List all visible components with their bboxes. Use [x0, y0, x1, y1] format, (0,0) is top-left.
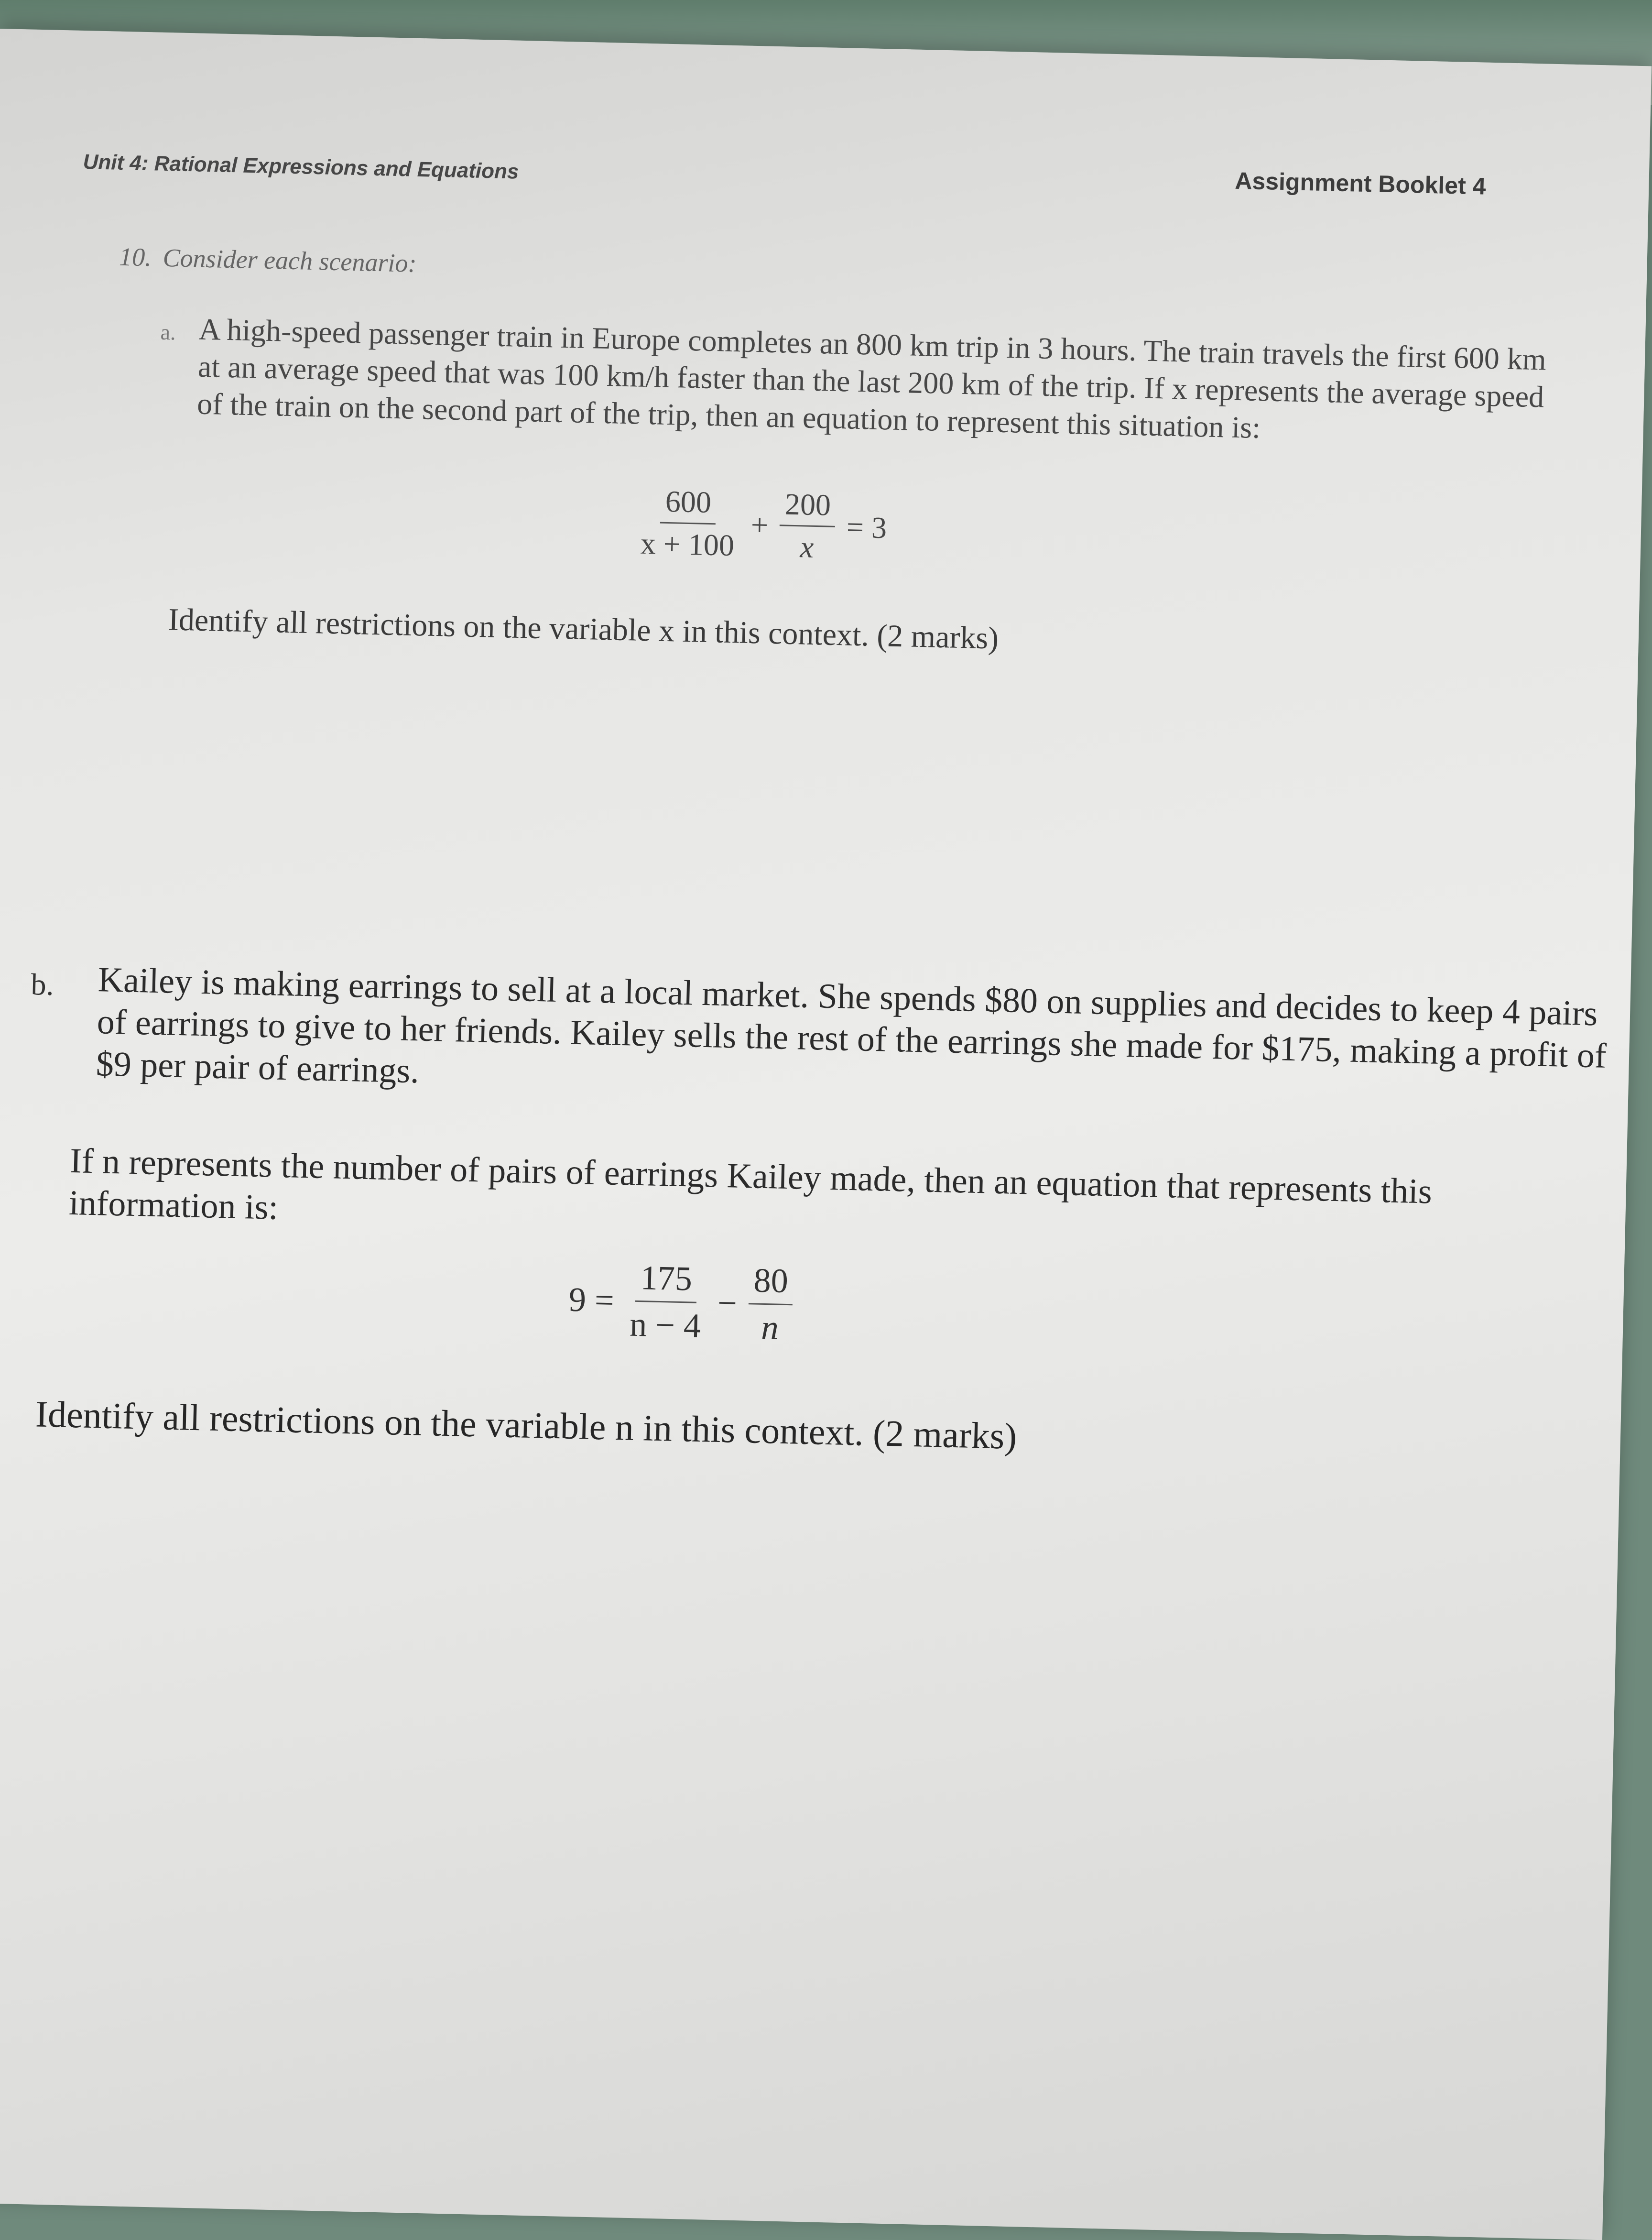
numerator: 600 [660, 484, 717, 525]
booklet-title: Assignment Booklet 4 [1234, 167, 1487, 200]
operator: + [750, 507, 769, 542]
part-b-text: Kailey is making earrings to sell at a local market. She spends $80 on supplies and decides to keep 4 pairs of earrings to give to her friends. Kailey sells the rest of the earrings she made for $175, making a profit of $9 per pair of earrings. [96, 960, 1607, 1091]
unit-title: Unit 4: Rational Expressions and Equations [83, 150, 519, 184]
part-b-equation [563, 1256, 800, 1348]
denominator: x [800, 530, 815, 564]
assignment-page [0, 29, 1652, 2240]
numerator: 200 [780, 486, 836, 527]
equals-result: = 3 [846, 509, 887, 545]
numerator: 80 [749, 1260, 793, 1305]
denominator: n − 4 [629, 1305, 701, 1345]
part-a-text: A high-speed passenger train in Europe completes an 800 km trip in 3 hours. The train travels the first 600 km at an average speed that was 100 km/h faster than the last 200 km of the trip. If x represents the average speed of the train on the second part of the trip, then an equation to represent this situation is: [196, 312, 1547, 445]
denominator: n [761, 1308, 779, 1347]
fraction [625, 1257, 707, 1346]
denominator: x + 100 [640, 526, 735, 563]
numerator: 175 [635, 1258, 697, 1303]
part-b-equation-intro: If n represents the number of pairs of earrings Kailey made, then an equation that represents this information is: [68, 1141, 1433, 1227]
fraction [635, 483, 740, 563]
question-intro [119, 242, 417, 278]
fraction [748, 1260, 793, 1348]
equation-lhs: 9 = [568, 1280, 615, 1320]
part-a-equation [629, 483, 892, 567]
part-b-restriction-prompt: Identify all restrictions on the variable n in this context. (2 marks) [35, 1393, 1018, 1457]
fraction [779, 486, 836, 566]
part-a-restriction-prompt: Identify all restrictions on the variable x in this context. (2 marks) [168, 602, 999, 656]
part-a-marker: a. [160, 319, 176, 345]
question-number: 10. [119, 242, 152, 272]
operator: − [717, 1283, 738, 1322]
question-intro-text: Consider each scenario: [163, 243, 417, 278]
part-b-marker: b. [30, 967, 54, 1002]
